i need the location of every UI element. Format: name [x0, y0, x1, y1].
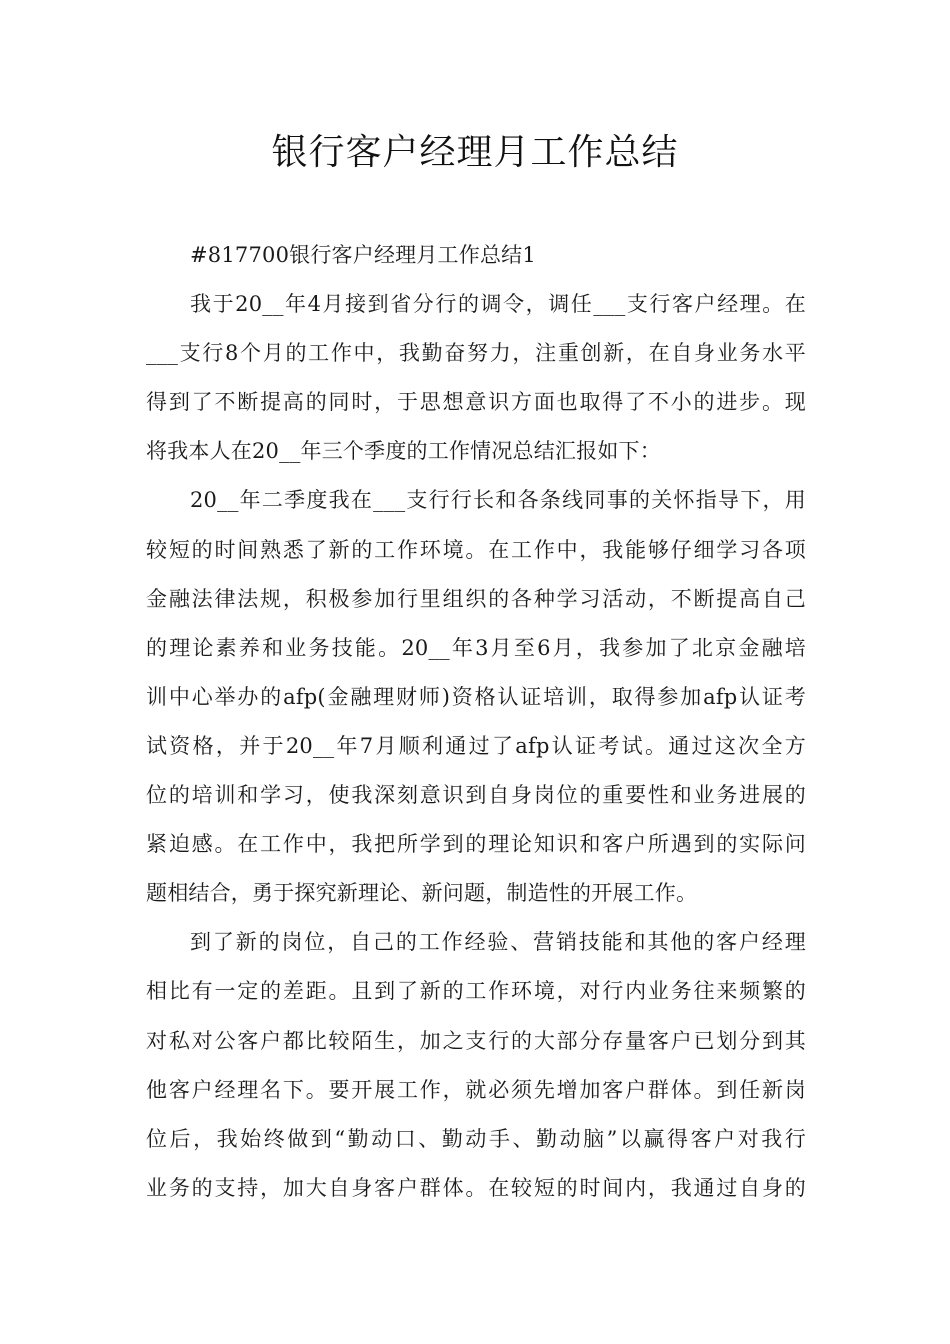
paragraph-line: 试资格，并于20__年7月顺利通过了afp认证考试。通过这次全方: [146, 733, 806, 758]
paragraph-line: 相比有一定的差距。且到了新的工作环境，对行内业务往来频繁的: [146, 979, 806, 1004]
paragraph-line: 训中心举办的afp(金融理财师)资格认证培训，取得参加afp认证考: [146, 684, 806, 709]
paragraph-line: 对私对公客户都比较陌生，加之支行的大部分存量客户已划分到其: [146, 1028, 806, 1053]
paragraph-line: 位的培训和学习，使我深刻意识到自身岗位的重要性和业务进展的: [146, 783, 806, 808]
document-body: [146, 231, 806, 1213]
paragraph-line: 金融法律法规，积极参加行里组织的各种学习活动，不断提高自己: [146, 586, 806, 611]
subtitle-line: #817700银行客户经理月工作总结1: [190, 243, 536, 267]
paragraph-line: 他客户经理名下。要开展工作，就必须先增加客户群体。到任新岗: [146, 1077, 806, 1102]
paragraph-line: ___支行8个月的工作中，我勤奋努力，注重创新，在自身业务水平: [146, 341, 806, 366]
paragraph-line: 的理论素养和业务技能。20__年3月至6月，我参加了北京金融培: [146, 635, 806, 660]
paragraph-line: 我于20__年4月接到省分行的调令，调任___支行客户经理。在: [190, 292, 806, 317]
paragraph-line: 题相结合，勇于探究新理论、新问题，制造性的开展工作。: [146, 881, 698, 906]
paragraph-line: 得到了不断提高的同时，于思想意识方面也取得了不小的进步。现: [146, 390, 806, 415]
paragraph-line: 业务的支持，加大自身客户群体。在较短的时间内，我通过自身的: [146, 1175, 806, 1200]
document-title: 银行客户经理月工作总结: [271, 132, 679, 173]
paragraph-line: 紧迫感。在工作中，我把所学到的理论知识和客户所遇到的实际问: [146, 832, 806, 857]
paragraph-line: 较短的时间熟悉了新的工作环境。在工作中，我能够仔细学习各项: [146, 537, 806, 562]
paragraph-line: 位后，我始终做到“勤动口、勤动手、勤动脑”以赢得客户对我行: [146, 1126, 806, 1151]
paragraph-line: 将我本人在20__年三个季度的工作情况总结汇报如下：: [146, 439, 661, 464]
paragraph-line: 20__年二季度我在___支行行长和各条线同事的关怀指导下，用: [190, 488, 806, 513]
paragraph-line: 到了新的岗位，自己的工作经验、营销技能和其他的客户经理: [190, 930, 806, 955]
